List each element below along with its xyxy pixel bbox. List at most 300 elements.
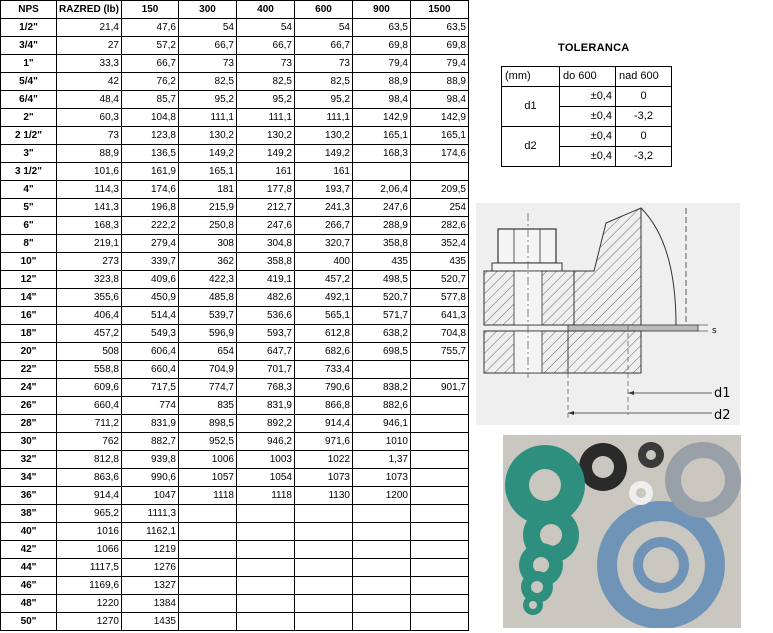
dimension-cell: 308 bbox=[179, 235, 237, 253]
dimension-cell: 717,5 bbox=[122, 379, 179, 397]
nps-cell: 38" bbox=[1, 505, 57, 523]
nps-cell: 3/4" bbox=[1, 37, 57, 55]
dimension-cell: 222,2 bbox=[122, 217, 179, 235]
table-body bbox=[1, 19, 469, 631]
dimension-cell bbox=[411, 505, 469, 523]
dimension-cell: 323,8 bbox=[57, 271, 122, 289]
dimension-cell: 914,4 bbox=[57, 487, 122, 505]
dimension-cell: 1169,6 bbox=[57, 577, 122, 595]
dimension-cell: 482,6 bbox=[237, 289, 295, 307]
dimension-cell: 435 bbox=[411, 253, 469, 271]
table-row bbox=[1, 127, 469, 145]
dimension-cell: 1073 bbox=[295, 469, 353, 487]
dimension-cell: 577,8 bbox=[411, 289, 469, 307]
dimension-cell bbox=[411, 559, 469, 577]
table-row bbox=[1, 91, 469, 109]
table-row bbox=[1, 523, 469, 541]
bolt-head-icon bbox=[492, 229, 562, 271]
thickness-label: s bbox=[712, 326, 717, 336]
dimension-cell: 612,8 bbox=[295, 325, 353, 343]
dimension-cell: 196,8 bbox=[122, 199, 179, 217]
dimension-cell: 76,2 bbox=[122, 73, 179, 91]
nps-cell: 16" bbox=[1, 307, 57, 325]
table-row bbox=[1, 487, 469, 505]
nps-cell: 46" bbox=[1, 577, 57, 595]
dimension-cell: 282,6 bbox=[411, 217, 469, 235]
nps-cell: 1" bbox=[1, 55, 57, 73]
dimension-cell: 149,2 bbox=[237, 145, 295, 163]
dimension-cell bbox=[237, 613, 295, 631]
dimension-cell: 831,9 bbox=[122, 415, 179, 433]
nps-cell: 22" bbox=[1, 361, 57, 379]
nps-cell: 24" bbox=[1, 379, 57, 397]
dimension-cell: 73 bbox=[295, 55, 353, 73]
dimension-cell bbox=[179, 505, 237, 523]
nps-cell: 12" bbox=[1, 271, 57, 289]
dimension-cell: 1047 bbox=[122, 487, 179, 505]
dimension-cell bbox=[295, 577, 353, 595]
table-header-row bbox=[1, 1, 469, 19]
dimension-cell: 73 bbox=[57, 127, 122, 145]
dimension-cell: 565,1 bbox=[295, 307, 353, 325]
tolerance-group-label: d1 bbox=[502, 87, 560, 127]
dimension-cell: 571,7 bbox=[353, 307, 411, 325]
dimension-cell: 539,7 bbox=[179, 307, 237, 325]
table-row bbox=[1, 559, 469, 577]
dimension-cell: 1010 bbox=[353, 433, 411, 451]
dimension-cell: 768,3 bbox=[237, 379, 295, 397]
dimension-cell: 355,6 bbox=[57, 289, 122, 307]
table-row bbox=[1, 19, 469, 37]
dimension-cell: 946,2 bbox=[237, 433, 295, 451]
dimension-cell: 79,4 bbox=[353, 55, 411, 73]
dimension-cell: 247,6 bbox=[237, 217, 295, 235]
dimension-cell: 219,1 bbox=[57, 235, 122, 253]
dimension-cell: 47,6 bbox=[122, 19, 179, 37]
dimension-cell: 247,6 bbox=[353, 199, 411, 217]
dimension-cell: 48,4 bbox=[57, 91, 122, 109]
table-row bbox=[1, 145, 469, 163]
tolerance-header-unit: (mm) bbox=[502, 67, 560, 87]
dimension-cell: 1162,1 bbox=[122, 523, 179, 541]
dimension-cell: 1073 bbox=[353, 469, 411, 487]
dimension-cell: 660,4 bbox=[57, 397, 122, 415]
dimension-cell: 79,4 bbox=[411, 55, 469, 73]
tolerance-header-upto600: do 600 bbox=[560, 67, 616, 87]
table-row bbox=[1, 37, 469, 55]
dimension-cell: 952,5 bbox=[179, 433, 237, 451]
dimension-cell bbox=[353, 559, 411, 577]
gasket-photo-svg bbox=[503, 435, 741, 628]
dimension-cell bbox=[179, 541, 237, 559]
dimension-cell: 882,6 bbox=[353, 397, 411, 415]
dimension-cell: 1384 bbox=[122, 595, 179, 613]
dimension-cell: 1118 bbox=[237, 487, 295, 505]
dimension-cell: 165,1 bbox=[353, 127, 411, 145]
dimension-cell: 400 bbox=[295, 253, 353, 271]
dimension-cell: 66,7 bbox=[179, 37, 237, 55]
dimension-cell: 149,2 bbox=[179, 145, 237, 163]
dimension-cell bbox=[353, 163, 411, 181]
dimension-cell bbox=[411, 451, 469, 469]
dimension-cell bbox=[411, 415, 469, 433]
dimension-cell bbox=[411, 433, 469, 451]
dimension-cell: 21,4 bbox=[57, 19, 122, 37]
dimension-cell: 901,7 bbox=[411, 379, 469, 397]
dimension-cell bbox=[237, 523, 295, 541]
table-row bbox=[1, 397, 469, 415]
dimension-cell: 161,9 bbox=[122, 163, 179, 181]
dimension-cell: 168,3 bbox=[57, 217, 122, 235]
dimension-cell: 641,3 bbox=[411, 307, 469, 325]
dimension-cell: 250,8 bbox=[179, 217, 237, 235]
nps-cell: 50" bbox=[1, 613, 57, 631]
table-row bbox=[1, 109, 469, 127]
dimension-cell: 85,7 bbox=[122, 91, 179, 109]
dimension-cell: 711,2 bbox=[57, 415, 122, 433]
table-row bbox=[1, 541, 469, 559]
dimension-cell: 73 bbox=[237, 55, 295, 73]
nps-cell: 1/2" bbox=[1, 19, 57, 37]
dimension-cell: 492,1 bbox=[295, 289, 353, 307]
table-row bbox=[1, 433, 469, 451]
dimension-cell: 971,6 bbox=[295, 433, 353, 451]
nps-cell: 3" bbox=[1, 145, 57, 163]
dimension-cell: 362 bbox=[179, 253, 237, 271]
dimension-cell bbox=[295, 505, 353, 523]
dimension-cell: 88,9 bbox=[353, 73, 411, 91]
dimension-cell bbox=[237, 559, 295, 577]
dimension-cell bbox=[179, 613, 237, 631]
table-row bbox=[1, 55, 469, 73]
dimension-cell: 111,1 bbox=[237, 109, 295, 127]
nps-cell: 48" bbox=[1, 595, 57, 613]
dimension-cell: 33,3 bbox=[57, 55, 122, 73]
dimension-cell: 69,8 bbox=[411, 37, 469, 55]
dimension-cell: 863,6 bbox=[57, 469, 122, 487]
nps-cell: 5" bbox=[1, 199, 57, 217]
dimension-cell: 98,4 bbox=[411, 91, 469, 109]
table-row bbox=[1, 613, 469, 631]
dimension-cell bbox=[411, 361, 469, 379]
dimension-cell: 647,7 bbox=[237, 343, 295, 361]
dimension-cell: 88,9 bbox=[411, 73, 469, 91]
dimension-cell: 57,2 bbox=[122, 37, 179, 55]
dimension-cell: 596,9 bbox=[179, 325, 237, 343]
dimension-cell: 990,6 bbox=[122, 469, 179, 487]
dimension-cell: 1327 bbox=[122, 577, 179, 595]
table-row bbox=[1, 595, 469, 613]
dimension-cell: 66,7 bbox=[122, 55, 179, 73]
dimension-cell: 168,3 bbox=[353, 145, 411, 163]
table-row bbox=[1, 271, 469, 289]
dimension-cell: 790,6 bbox=[295, 379, 353, 397]
dimension-cell: 1054 bbox=[237, 469, 295, 487]
dimension-cell bbox=[411, 397, 469, 415]
tolerance-cell: -3,2 bbox=[616, 147, 672, 167]
dimension-cell: 536,6 bbox=[237, 307, 295, 325]
dimension-cell: 409,6 bbox=[122, 271, 179, 289]
dimension-cell: 27 bbox=[57, 37, 122, 55]
dimension-cell: 2,06,4 bbox=[353, 181, 411, 199]
dimension-cell bbox=[353, 541, 411, 559]
tolerance-cell: 0 bbox=[616, 127, 672, 147]
dimension-cell: 1016 bbox=[57, 523, 122, 541]
dimension-cell bbox=[295, 541, 353, 559]
dimension-cell: 457,2 bbox=[57, 325, 122, 343]
tolerance-header-row bbox=[502, 67, 672, 87]
dimension-cell: 88,9 bbox=[57, 145, 122, 163]
dimension-cell: 609,6 bbox=[57, 379, 122, 397]
dimension-cell bbox=[237, 577, 295, 595]
nps-cell: 18" bbox=[1, 325, 57, 343]
dimension-cell: 111,1 bbox=[179, 109, 237, 127]
tolerance-cell: 0 bbox=[616, 87, 672, 107]
dimension-cell: 181 bbox=[179, 181, 237, 199]
dimension-cell: 130,2 bbox=[179, 127, 237, 145]
dimension-cell: 939,8 bbox=[122, 451, 179, 469]
d1-label: d1 bbox=[714, 386, 731, 401]
dimension-cell: 1219 bbox=[122, 541, 179, 559]
green-gasket-icon bbox=[505, 445, 585, 615]
dimension-cell bbox=[237, 595, 295, 613]
dimension-cell bbox=[353, 577, 411, 595]
tolerance-cell: ±0,4 bbox=[560, 147, 616, 167]
dimension-cell: 558,8 bbox=[57, 361, 122, 379]
dimension-cell: 136,5 bbox=[122, 145, 179, 163]
dimension-cell: 774,7 bbox=[179, 379, 237, 397]
dimension-cell: 898,5 bbox=[179, 415, 237, 433]
dimension-cell bbox=[237, 505, 295, 523]
dimension-cell: 1111,3 bbox=[122, 505, 179, 523]
column-header: 900 bbox=[353, 1, 411, 19]
table-row bbox=[1, 343, 469, 361]
dimension-cell: 698,5 bbox=[353, 343, 411, 361]
dimension-cell bbox=[353, 613, 411, 631]
nps-cell: 6" bbox=[1, 217, 57, 235]
nps-cell: 36" bbox=[1, 487, 57, 505]
dimension-cell: 42 bbox=[57, 73, 122, 91]
table-row bbox=[1, 235, 469, 253]
tolerance-cell: ±0,4 bbox=[560, 127, 616, 147]
nps-cell: 14" bbox=[1, 289, 57, 307]
dimension-cell: 266,7 bbox=[295, 217, 353, 235]
dimension-cell: 914,4 bbox=[295, 415, 353, 433]
tolerance-header-over600: nad 600 bbox=[616, 67, 672, 87]
dimension-cell bbox=[237, 541, 295, 559]
dimension-cell: 141,3 bbox=[57, 199, 122, 217]
dimension-cell bbox=[411, 523, 469, 541]
dimension-cell bbox=[411, 487, 469, 505]
dimension-cell: 82,5 bbox=[179, 73, 237, 91]
dimension-cell: 174,6 bbox=[411, 145, 469, 163]
dimension-cell: 406,4 bbox=[57, 307, 122, 325]
dimension-cell bbox=[179, 523, 237, 541]
table-row bbox=[1, 73, 469, 91]
dimension-cell bbox=[411, 577, 469, 595]
dimension-cell: 593,7 bbox=[237, 325, 295, 343]
dimension-cell: 1200 bbox=[353, 487, 411, 505]
dimension-cell bbox=[295, 559, 353, 577]
dimension-cell: 241,3 bbox=[295, 199, 353, 217]
dimension-cell: 704,9 bbox=[179, 361, 237, 379]
dimension-cell: 549,3 bbox=[122, 325, 179, 343]
dimension-cell: 1057 bbox=[179, 469, 237, 487]
dimension-cell: 1066 bbox=[57, 541, 122, 559]
dimension-cell: 701,7 bbox=[237, 361, 295, 379]
dimension-cell: 1006 bbox=[179, 451, 237, 469]
dimension-cell: 514,4 bbox=[122, 307, 179, 325]
dimension-cell: 1118 bbox=[179, 487, 237, 505]
table-row bbox=[1, 415, 469, 433]
dimension-cell bbox=[411, 469, 469, 487]
dimension-cell: 1003 bbox=[237, 451, 295, 469]
dimension-cell: 755,7 bbox=[411, 343, 469, 361]
dimension-cell: 320,7 bbox=[295, 235, 353, 253]
dimension-cell: 774 bbox=[122, 397, 179, 415]
column-header: 300 bbox=[179, 1, 237, 19]
dimension-cell: 123,8 bbox=[122, 127, 179, 145]
dimension-cell: 1435 bbox=[122, 613, 179, 631]
dimension-cell: 660,4 bbox=[122, 361, 179, 379]
tolerance-cell: ±0,4 bbox=[560, 87, 616, 107]
dimension-cell: 165,1 bbox=[179, 163, 237, 181]
nps-cell: 34" bbox=[1, 469, 57, 487]
gasket-photo bbox=[503, 435, 741, 628]
dimension-cell: 111,1 bbox=[295, 109, 353, 127]
dimension-cell: 682,6 bbox=[295, 343, 353, 361]
dimension-cell: 866,8 bbox=[295, 397, 353, 415]
table-row bbox=[1, 577, 469, 595]
dimension-cell: 1,37 bbox=[353, 451, 411, 469]
dimension-cell: 288,9 bbox=[353, 217, 411, 235]
dimension-cell: 209,5 bbox=[411, 181, 469, 199]
table-row bbox=[1, 451, 469, 469]
dimension-cell: 520,7 bbox=[353, 289, 411, 307]
dimension-cell: 1270 bbox=[57, 613, 122, 631]
dimension-cell bbox=[353, 505, 411, 523]
tolerance-title: TOLERANCA bbox=[558, 42, 630, 54]
table-row bbox=[1, 379, 469, 397]
nps-cell: 5/4" bbox=[1, 73, 57, 91]
dimension-cell: 66,7 bbox=[237, 37, 295, 55]
black-gasket-icon bbox=[579, 442, 664, 491]
dimension-cell: 435 bbox=[353, 253, 411, 271]
dimension-cell: 520,7 bbox=[411, 271, 469, 289]
dimension-cell bbox=[353, 595, 411, 613]
nps-cell: 42" bbox=[1, 541, 57, 559]
column-header: 400 bbox=[237, 1, 295, 19]
dimension-cell: 812,8 bbox=[57, 451, 122, 469]
dimension-cell: 95,2 bbox=[295, 91, 353, 109]
nps-cell: 26" bbox=[1, 397, 57, 415]
table-row bbox=[1, 361, 469, 379]
nps-cell: 20" bbox=[1, 343, 57, 361]
table-row bbox=[1, 253, 469, 271]
dimension-cell: 508 bbox=[57, 343, 122, 361]
dimension-cell: 654 bbox=[179, 343, 237, 361]
tolerance-row bbox=[502, 87, 672, 107]
column-header: RAZRED (lb) bbox=[57, 1, 122, 19]
nps-cell: 4" bbox=[1, 181, 57, 199]
table-row bbox=[1, 217, 469, 235]
tolerance-cell: -3,2 bbox=[616, 107, 672, 127]
dimension-cell: 142,9 bbox=[353, 109, 411, 127]
dimension-cell: 69,8 bbox=[353, 37, 411, 55]
dimension-cell: 174,6 bbox=[122, 181, 179, 199]
dimension-cell bbox=[295, 523, 353, 541]
dimension-cell: 352,4 bbox=[411, 235, 469, 253]
table-row bbox=[1, 199, 469, 217]
dimension-cell: 63,5 bbox=[411, 19, 469, 37]
dimension-cell: 161 bbox=[237, 163, 295, 181]
flange-gasket-drawing bbox=[476, 203, 740, 425]
dimension-cell: 882,7 bbox=[122, 433, 179, 451]
tolerance-row bbox=[502, 127, 672, 147]
dimension-cell: 358,8 bbox=[237, 253, 295, 271]
dimension-cell bbox=[411, 613, 469, 631]
dimension-cell: 835 bbox=[179, 397, 237, 415]
table-row bbox=[1, 505, 469, 523]
tolerance-cell: ±0,4 bbox=[560, 107, 616, 127]
dimension-cell: 212,7 bbox=[237, 199, 295, 217]
dimension-cell: 1220 bbox=[57, 595, 122, 613]
dimension-cell: 1276 bbox=[122, 559, 179, 577]
nps-cell: 30" bbox=[1, 433, 57, 451]
dimension-cell bbox=[295, 613, 353, 631]
dimension-cell bbox=[295, 595, 353, 613]
dimension-cell: 73 bbox=[179, 55, 237, 73]
dimension-cell: 704,8 bbox=[411, 325, 469, 343]
dimension-cell: 304,8 bbox=[237, 235, 295, 253]
dimension-cell: 82,5 bbox=[295, 73, 353, 91]
nps-cell: 2" bbox=[1, 109, 57, 127]
dimension-cell: 104,8 bbox=[122, 109, 179, 127]
nps-cell: 28" bbox=[1, 415, 57, 433]
tolerance-group-label: d2 bbox=[502, 127, 560, 167]
dimension-cell: 54 bbox=[295, 19, 353, 37]
dimension-cell: 95,2 bbox=[237, 91, 295, 109]
dimension-cell: 606,4 bbox=[122, 343, 179, 361]
table-row bbox=[1, 163, 469, 181]
dimension-cell: 149,2 bbox=[295, 145, 353, 163]
lower-flange-icon bbox=[484, 331, 641, 373]
dimension-cell: 177,8 bbox=[237, 181, 295, 199]
column-header: NPS bbox=[1, 1, 57, 19]
dimension-cell: 66,7 bbox=[295, 37, 353, 55]
nps-cell: 32" bbox=[1, 451, 57, 469]
dimension-cell: 215,9 bbox=[179, 199, 237, 217]
dimension-cell: 130,2 bbox=[295, 127, 353, 145]
dimension-cell: 892,2 bbox=[237, 415, 295, 433]
dimension-cell: 142,9 bbox=[411, 109, 469, 127]
dimension-cell bbox=[179, 559, 237, 577]
dimension-cell: 54 bbox=[237, 19, 295, 37]
dimension-cell: 279,4 bbox=[122, 235, 179, 253]
dimension-cell: 358,8 bbox=[353, 235, 411, 253]
dimension-cell: 831,9 bbox=[237, 397, 295, 415]
dimension-cell: 450,9 bbox=[122, 289, 179, 307]
dimension-cell: 498,5 bbox=[353, 271, 411, 289]
dimension-cell: 1022 bbox=[295, 451, 353, 469]
table-row bbox=[1, 289, 469, 307]
dimension-cell: 1130 bbox=[295, 487, 353, 505]
nps-cell: 40" bbox=[1, 523, 57, 541]
flange-drawing-svg bbox=[476, 203, 740, 425]
dimension-cell bbox=[411, 163, 469, 181]
dimension-cell: 838,2 bbox=[353, 379, 411, 397]
dimension-cell: 60,3 bbox=[57, 109, 122, 127]
